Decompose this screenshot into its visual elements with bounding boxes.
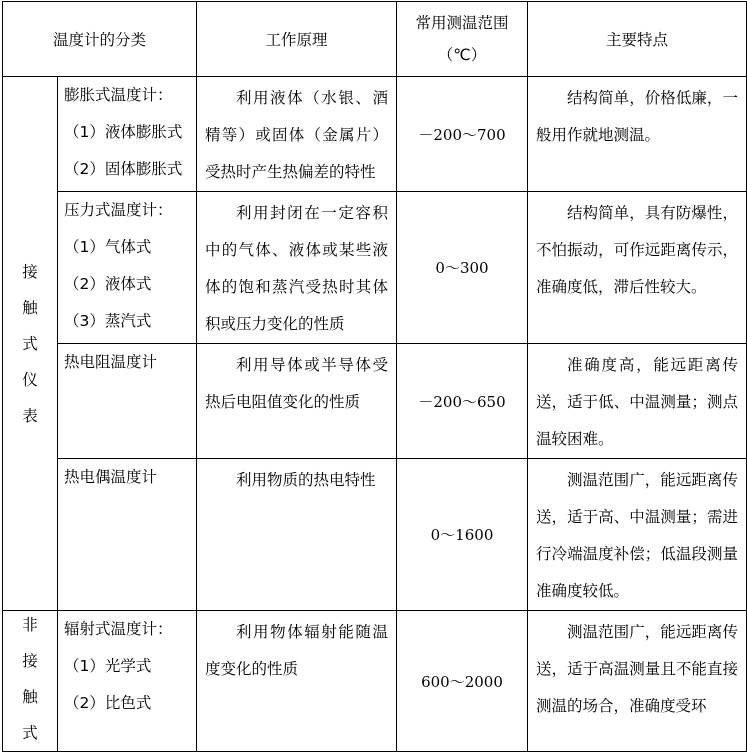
row-name-cell: [58, 344, 197, 459]
table-row: [3, 459, 747, 611]
header-range: [397, 2, 528, 77]
row-name-cell: [58, 459, 197, 611]
row-features-cell: [528, 611, 747, 752]
group-char: 式: [22, 724, 38, 742]
row-principle-cell: [197, 459, 397, 611]
group-label-noncontact: [3, 611, 58, 752]
row-features-cell: [528, 192, 747, 344]
row-name-line: 压力式温度计：: [64, 201, 173, 219]
group-char: 仪: [22, 370, 38, 389]
group-char: 非: [22, 616, 38, 634]
table-row: [3, 192, 747, 344]
row-name-line: （2）固体膨胀式: [64, 160, 183, 178]
table-row: [3, 344, 747, 459]
row-name-line: 辐射式温度计：: [64, 620, 173, 638]
row-name-cell: [58, 192, 197, 344]
header-row: [3, 2, 747, 77]
row-name-line: （1）液体膨胀式: [64, 123, 183, 141]
row-name-line: （1）气体式: [64, 238, 152, 256]
group-char: 接: [22, 262, 38, 281]
row-features: 测温范围广，能远距离传送，适于高温测量且不能直接测温的场合，准确度受环: [536, 623, 738, 715]
group-char: 触: [22, 688, 38, 706]
table-row: [3, 77, 747, 192]
row-principle: 利用导体或半导体受热后电阻值变化的性质: [205, 356, 388, 411]
group-char: 触: [22, 298, 38, 317]
group-char: 式: [22, 334, 38, 353]
row-range: 0～1600: [397, 459, 528, 611]
row-features-cell: [528, 344, 747, 459]
group-label-contact: [3, 77, 58, 611]
row-principle-cell: [197, 192, 397, 344]
header-range-line1: 常用测温范围: [415, 14, 509, 32]
header-principle: 工作原理: [197, 2, 397, 77]
header-features: 主要特点: [528, 2, 747, 77]
row-name-line: 热电偶温度计: [64, 468, 158, 486]
thermometer-classification-table: [2, 1, 747, 752]
row-principle-cell: [197, 344, 397, 459]
row-features: 准确度高，能远距离传送，适于低、中温测量；测点温较困难。: [536, 356, 738, 448]
row-principle: 利用物体辐射能随温度变化的性质: [205, 623, 388, 678]
row-range: －200～650: [397, 344, 528, 459]
row-principle-cell: [197, 77, 397, 192]
row-name-line: （3）蒸汽式: [64, 312, 152, 330]
row-principle: 利用封闭在一定容积中的气体、液体或某些液体的饱和蒸汽受热时其体积或压力变化的性质: [205, 204, 388, 333]
row-features: 结构简单，价格低廉，一般用作就地测温。: [536, 89, 738, 144]
row-principle: 利用液体（水银、酒精等）或固体（金属片）受热时产生热偏差的特性: [205, 89, 388, 181]
row-range: －200～700: [397, 77, 528, 192]
row-features: 结构简单，具有防爆性，不怕振动，可作远距离传示，准确度低，滞后性较大。: [536, 204, 738, 296]
row-name-line: 膨胀式温度计：: [64, 86, 173, 104]
row-principle-cell: [197, 611, 397, 752]
header-category: 温度计的分类: [3, 2, 197, 77]
row-features-cell: [528, 77, 747, 192]
row-range: 600～2000: [397, 611, 528, 752]
row-name-line: （2）比色式: [64, 694, 152, 712]
row-name-cell: [58, 611, 197, 752]
row-name-line: （2）液体式: [64, 275, 152, 293]
group-char: 接: [22, 652, 38, 670]
header-range-line2: （℃）: [437, 46, 487, 64]
row-range: 0～300: [397, 192, 528, 344]
row-name-line: 热电阻温度计: [64, 353, 158, 371]
row-name-cell: [58, 77, 197, 192]
table-row: [3, 611, 747, 752]
row-name-line: （1）光学式: [64, 657, 152, 675]
row-features-cell: [528, 459, 747, 611]
row-principle: 利用物质的热电特性: [236, 471, 376, 489]
group-char: 表: [22, 406, 38, 425]
row-features: 测温范围广，能远距离传送，适于高、中温测量；需进行冷端温度补偿；低温段测量准确度较低。: [536, 471, 738, 600]
